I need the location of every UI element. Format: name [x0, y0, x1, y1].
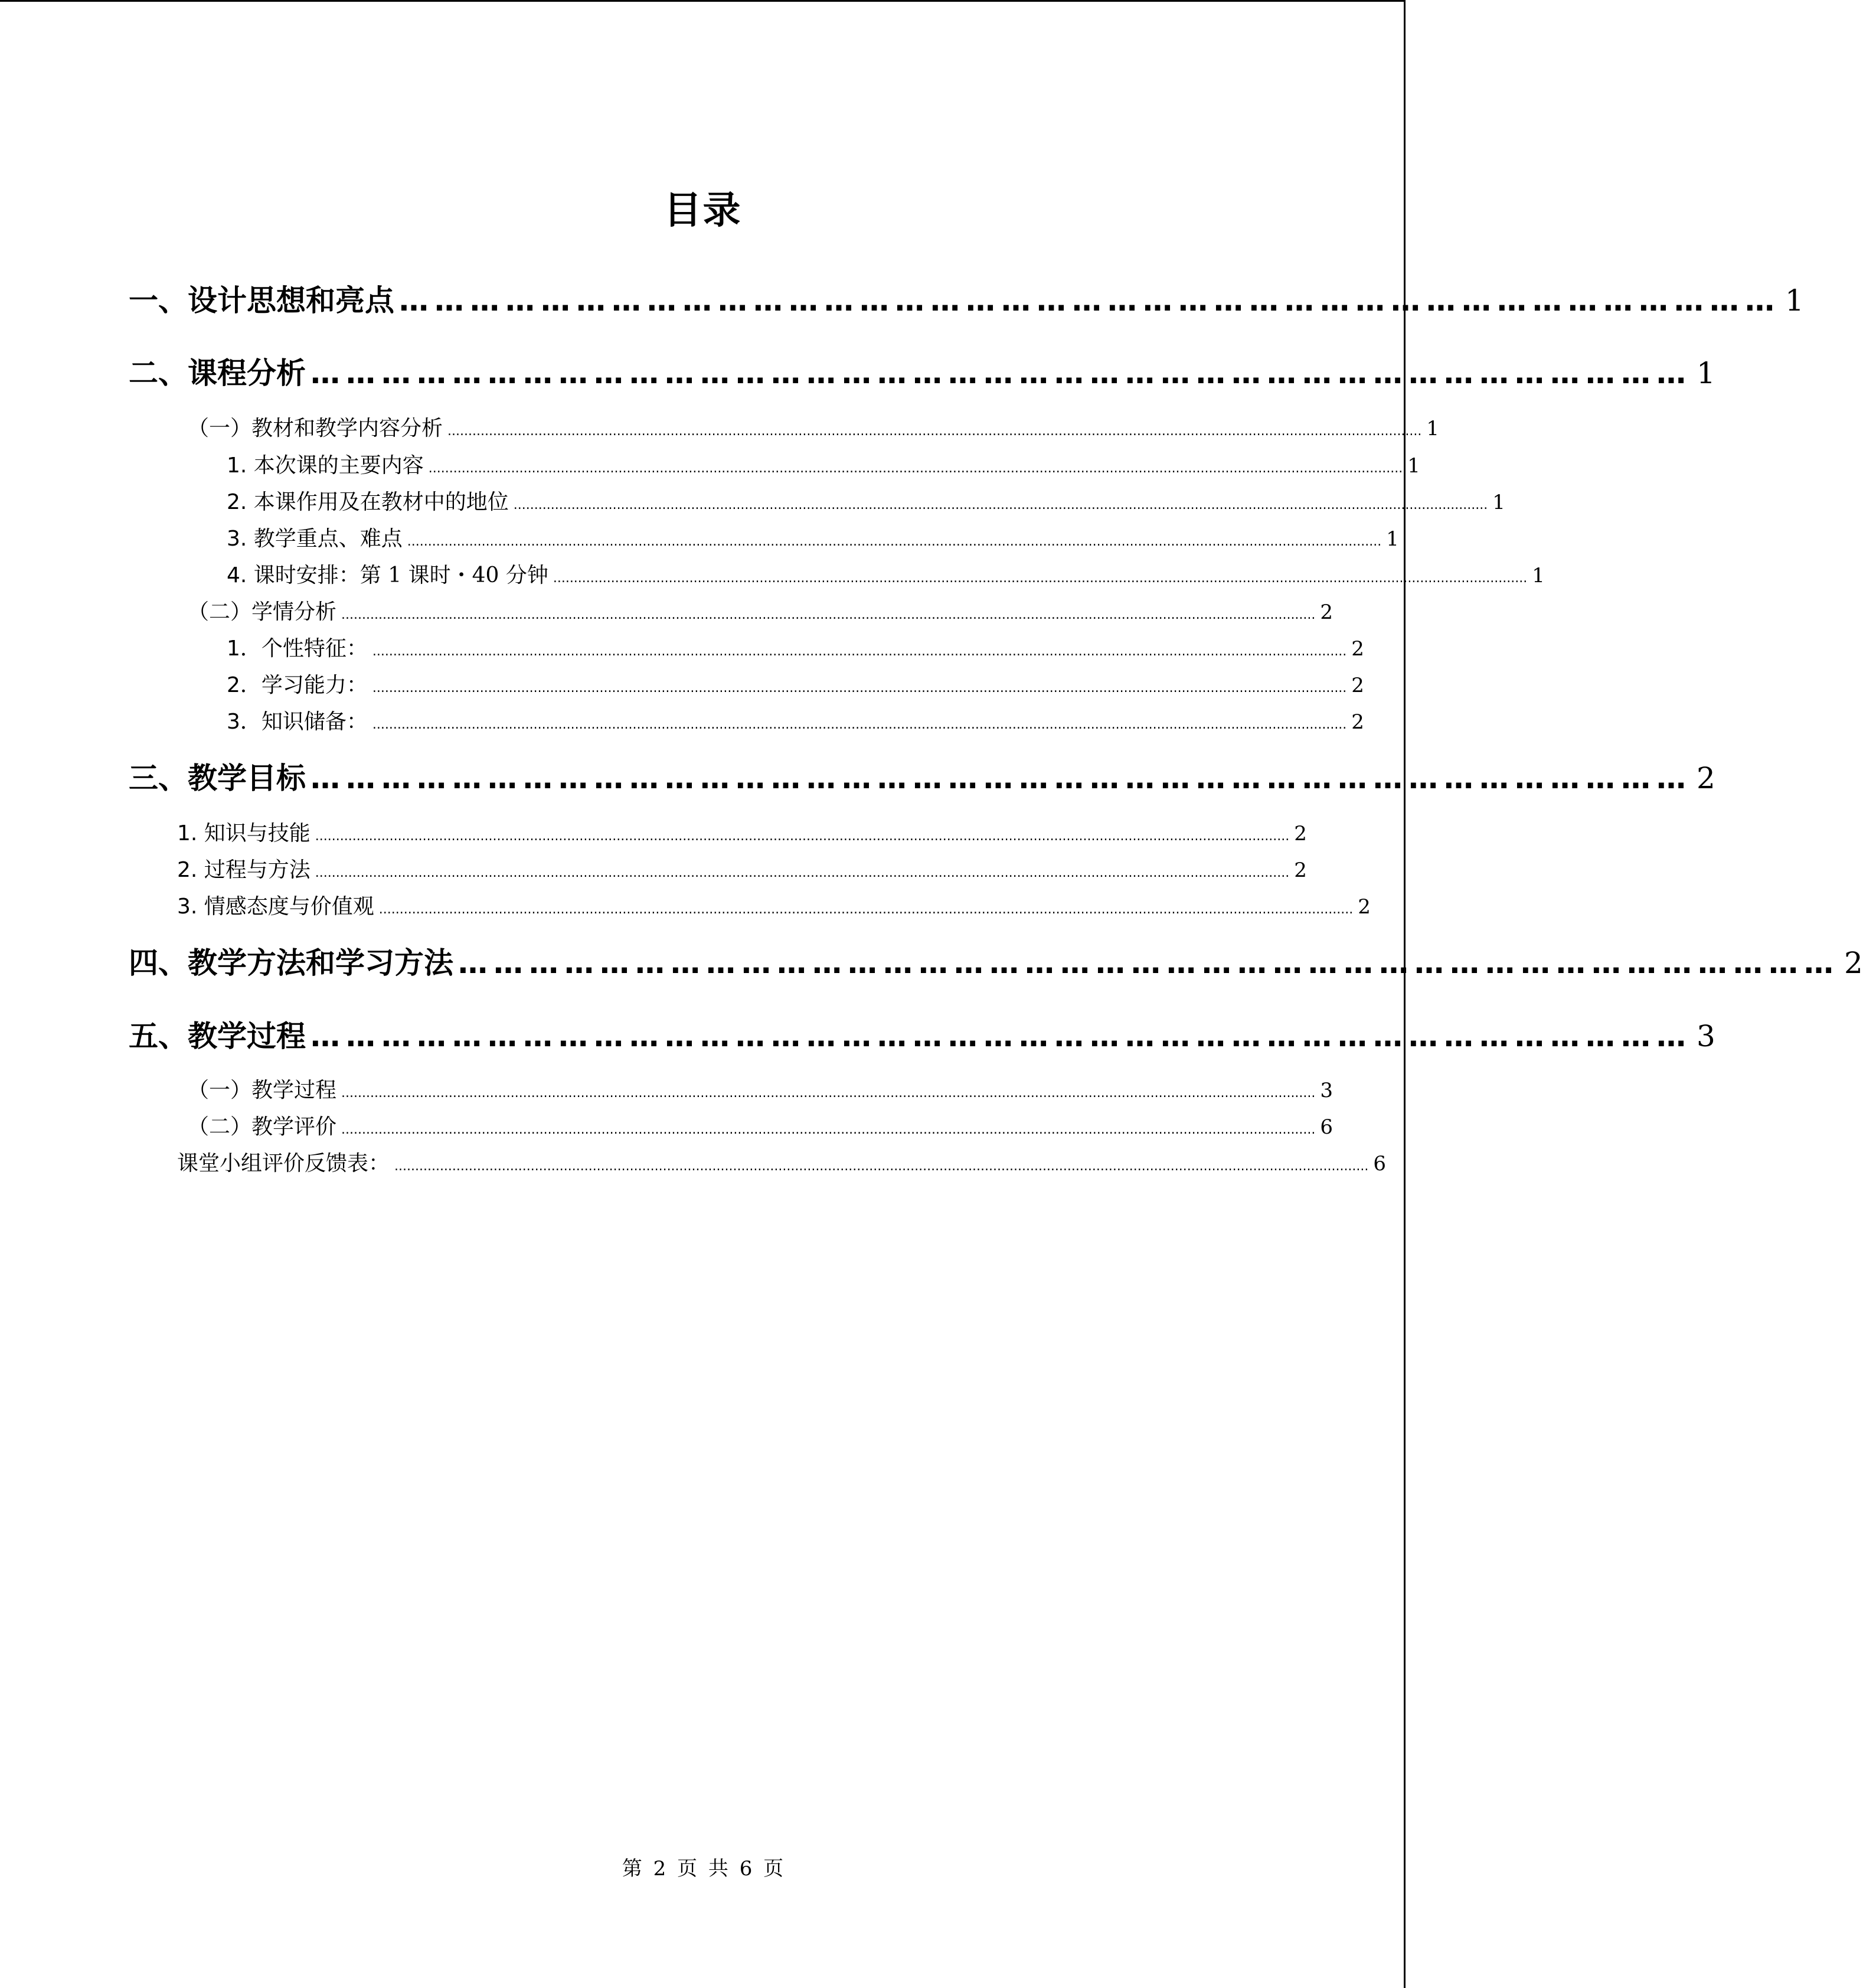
toc-entry-level1[interactable] — [129, 1016, 1715, 1057]
toc-entry-label: 3. 情感态度与价值观 — [177, 895, 374, 919]
toc-entry-label: 1. 知识与技能 — [177, 821, 310, 846]
dot-leader: ……………………………………………………………………………………………………… — [310, 1019, 1692, 1053]
toc-entry-label — [227, 561, 548, 590]
toc-entry-label: 三、教学目标 — [129, 761, 306, 795]
toc-entry-label: （一）教材和教学内容分析 — [188, 416, 443, 440]
toc-entry-level3[interactable] — [227, 707, 1364, 740]
toc-entry-level2[interactable] — [177, 892, 1371, 925]
toc-entry-level1[interactable] — [129, 280, 1804, 321]
toc-entry-level3[interactable] — [227, 524, 1399, 557]
toc-entry-level3[interactable] — [227, 561, 1545, 593]
dot-leader: ……………………………………………………………………………………………………… — [458, 946, 1839, 980]
toc-page-number: 1 — [1386, 527, 1399, 551]
toc-page-number: 1 — [1407, 454, 1420, 478]
toc-page-number: 2 — [1351, 674, 1364, 697]
toc-entry-label: （二）教学评价 — [188, 1115, 337, 1139]
toc-entry-level2[interactable] — [188, 1112, 1333, 1145]
toc-entry-label-prefix: 4. 课时安排： — [227, 563, 360, 587]
toc-entry-level3[interactable] — [227, 671, 1364, 703]
dot-leader: ............................................................................................................................................................................................................................................ — [372, 717, 1347, 732]
toc-entry-level3[interactable] — [227, 634, 1364, 667]
dot-leader: ............................................................................................................................................................................................................................................ — [447, 424, 1422, 439]
toc-entry-label: 五、教学过程 — [129, 1019, 306, 1053]
toc-entry-label: 二、课程分析 — [129, 356, 306, 390]
toc-entry-label: 3. 教学重点、难点 — [227, 527, 403, 551]
toc-entry-label: 1. 本次课的主要内容 — [227, 453, 424, 478]
toc-entry-level2[interactable] — [188, 1076, 1333, 1108]
toc-entry-label: 2. 本课作用及在教材中的地位 — [227, 490, 509, 514]
dot-leader: ............................................................................................................................................................................................................................................ — [341, 1122, 1316, 1137]
toc-page-number: 2 — [1351, 710, 1364, 734]
dot-leader: ............................................................................................................................................................................................................................................ — [378, 902, 1354, 917]
toc-entry-level2[interactable] — [177, 819, 1307, 851]
toc-page-number: 1 — [1785, 283, 1804, 318]
toc-page-number: 2 — [1358, 895, 1371, 919]
dot-leader: ............................................................................................................................................................................................................................................ — [341, 608, 1316, 622]
toc-entry-label: 2．学习能力： — [227, 673, 368, 697]
toc-entry-level3[interactable] — [227, 451, 1420, 484]
dot-leader: ............................................................................................................................................................................................................................................ — [372, 644, 1347, 659]
dot-leader: ............................................................................................................................................................................................................................................ — [407, 534, 1382, 549]
toc-entry-level1[interactable] — [129, 942, 1863, 984]
dot-leader: ............................................................................................................................................................................................................................................ — [372, 681, 1347, 696]
dot-leader: ............................................................................................................................................................................................................................................ — [513, 498, 1488, 512]
dot-leader: ............................................................................................................................................................................................................................................ — [553, 571, 1528, 586]
toc-entry-label: 3．知识储备： — [227, 710, 368, 734]
dot-leader: ............................................................................................................................................................................................................................................ — [315, 829, 1290, 844]
top-border-line — [0, 0, 1406, 2]
toc-entry-level2[interactable] — [188, 598, 1333, 630]
dot-leader: ............................................................................................................................................................................................................................................ — [394, 1159, 1369, 1174]
toc-entry-level2[interactable] — [177, 856, 1307, 888]
toc-page-number: 2 — [1294, 822, 1307, 846]
toc-page-number: 2 — [1844, 946, 1863, 980]
dot-leader: ............................................................................................................................................................................................................................................ — [428, 461, 1403, 476]
toc-entry-label: 四、教学方法和学习方法 — [129, 946, 453, 980]
dot-leader: ............................................................................................................................................................................................................................................ — [341, 1086, 1316, 1101]
toc-page-number: 2 — [1351, 637, 1364, 661]
toc-page-number: 2 — [1320, 600, 1333, 624]
toc-page-number: 3 — [1320, 1079, 1333, 1102]
toc-page-number: 6 — [1373, 1152, 1387, 1176]
page-footer: 第 2 页 共 6 页 — [622, 1857, 784, 1881]
dot-leader: ……………………………………………………………………………………………………… — [310, 761, 1692, 795]
toc-entry-label: 课堂小组评价反馈表： — [177, 1151, 390, 1176]
toc-entry-level2[interactable] — [188, 414, 1440, 446]
toc-page-number: 1 — [1426, 417, 1440, 440]
toc-entry-level2[interactable] — [177, 1149, 1387, 1181]
toc-page-number: 6 — [1320, 1115, 1333, 1139]
toc-entry-label: 2. 过程与方法 — [177, 858, 310, 882]
toc-entry-label: （一）教学过程 — [188, 1078, 337, 1102]
toc-entry-label-suffix: 第 1 课时・40 分钟 — [359, 563, 548, 587]
toc-page-number: 3 — [1697, 1019, 1715, 1053]
toc-entry-label: 一、设计思想和亮点 — [129, 283, 394, 318]
toc-entry-level1[interactable] — [129, 352, 1715, 394]
toc-entry-level3[interactable] — [227, 488, 1505, 520]
dot-leader: ……………………………………………………………………………………………………… — [310, 356, 1692, 390]
toc-entry-label: 1．个性特征： — [227, 636, 368, 661]
toc-page-number: 2 — [1294, 858, 1307, 882]
toc-page-number: 2 — [1697, 761, 1715, 795]
page-title: 目录 — [664, 189, 742, 233]
toc-page-number: 1 — [1492, 491, 1505, 514]
toc-page-number: 1 — [1532, 564, 1545, 587]
dot-leader: ............................................................................................................................................................................................................................................ — [315, 866, 1290, 880]
toc-page-number: 1 — [1697, 356, 1715, 390]
dot-leader: ……………………………………………………………………………………………………… — [399, 283, 1780, 318]
toc-entry-label: （二）学情分析 — [188, 600, 337, 624]
toc-entry-level1[interactable] — [129, 758, 1715, 799]
